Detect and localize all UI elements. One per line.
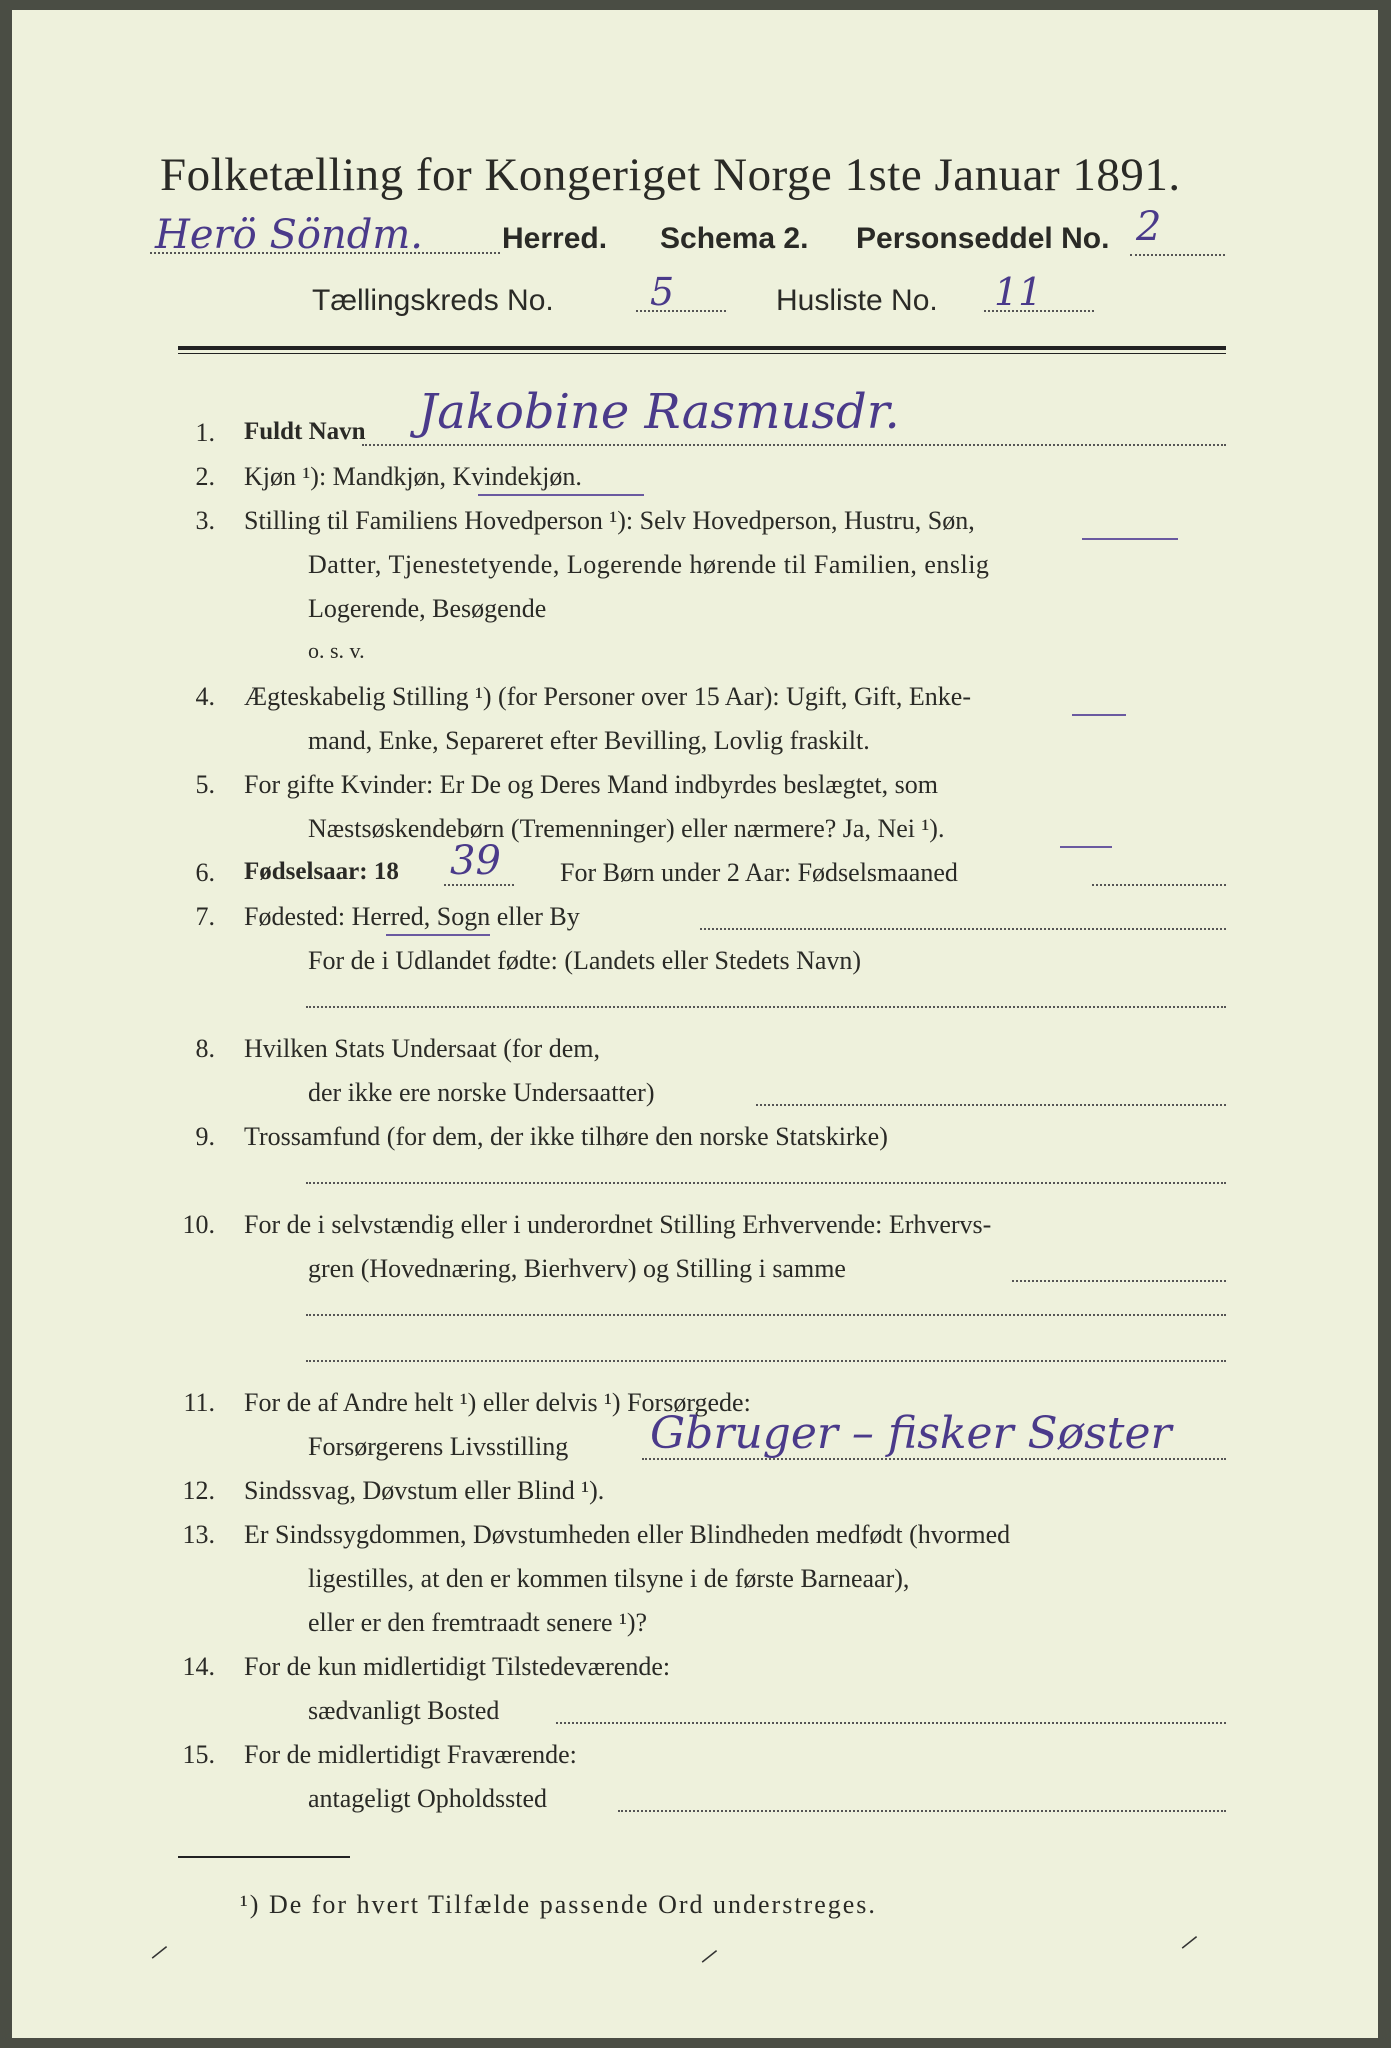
q13-line3: eller er den fremtraadt senere ¹)? bbox=[308, 1608, 648, 1637]
q10-dotline bbox=[1012, 1280, 1226, 1282]
header-rule bbox=[178, 346, 1226, 350]
q4-line1: Ægteskabelig Stilling ¹) (for Personer over 15 Aar): Ugift, Gift, Enke- bbox=[244, 682, 971, 711]
q1-number: 1. bbox=[195, 418, 215, 447]
q12-number: 12. bbox=[182, 1476, 215, 1505]
q10-dotline2 bbox=[306, 1314, 1226, 1316]
q2-text: Kjøn ¹): Mandkjøn, Kvindekjøn. bbox=[244, 462, 582, 491]
q5-underline-nei bbox=[1060, 846, 1112, 848]
personseddel-dotline bbox=[1130, 254, 1225, 256]
herred-dotline bbox=[150, 252, 500, 254]
q6-dotline bbox=[1092, 884, 1226, 886]
q6-value-year: 39 bbox=[450, 838, 501, 884]
q6-number: 6. bbox=[195, 858, 215, 887]
q11-dotline bbox=[642, 1458, 1226, 1460]
q8-dotline bbox=[756, 1104, 1226, 1106]
q7-dotline bbox=[700, 928, 1226, 930]
husliste-dotline bbox=[984, 310, 1094, 312]
personseddel-label: Personseddel No. bbox=[856, 222, 1110, 255]
registration-tick-center: ⸝ bbox=[700, 1929, 717, 1969]
q14-dotline bbox=[556, 1722, 1226, 1724]
q11-number: 11. bbox=[183, 1388, 215, 1417]
q9-dotline bbox=[306, 1182, 1226, 1184]
q5-line1: For gifte Kvinder: Er De og Deres Mand indbyrdes beslægtet, som bbox=[244, 770, 938, 799]
q10-number: 10. bbox=[182, 1210, 215, 1239]
q1-label: Fuldt Navn bbox=[244, 418, 366, 445]
husliste-label: Husliste No. bbox=[776, 284, 938, 317]
q11-line1: For de af Andre helt ¹) eller delvis ¹) Forsørgede: bbox=[244, 1388, 751, 1417]
q11-line2: Forsørgerens Livsstilling bbox=[308, 1432, 569, 1461]
q7-underline-herred bbox=[386, 934, 490, 936]
footnote: ¹) De for hvert Tilfælde passende Ord understreges. bbox=[240, 1890, 877, 1919]
q11-value-occupation: Gbruger – fisker Søster bbox=[650, 1408, 1172, 1459]
q13-number: 13. bbox=[182, 1520, 215, 1549]
q10-dotline3 bbox=[306, 1360, 1226, 1362]
q1-dotline bbox=[362, 444, 1226, 446]
q6-rest: For Børn under 2 Aar: Fødselsmaaned bbox=[560, 858, 958, 887]
q10-line2: gren (Hovednæring, Bierhverv) og Stilling i samme bbox=[308, 1254, 846, 1283]
footnote-rule bbox=[178, 1856, 350, 1858]
q7-dotline2 bbox=[306, 1006, 1226, 1008]
q2-underline-kvindekjon bbox=[478, 494, 644, 496]
census-form bbox=[12, 10, 1378, 2038]
q7-line1: Fødested: Herred, Sogn eller By bbox=[244, 902, 580, 931]
q8-number: 8. bbox=[195, 1034, 215, 1063]
schema-label: Schema 2. bbox=[660, 222, 809, 255]
q13-line1: Er Sindssygdommen, Døvstumheden eller Blindheden medfødt (hvormed bbox=[244, 1520, 1011, 1549]
q9-number: 9. bbox=[195, 1122, 215, 1151]
q8-line2: der ikke ere norske Undersaatter) bbox=[308, 1078, 655, 1107]
q12-line1: Sindssvag, Døvstum eller Blind ¹). bbox=[244, 1476, 605, 1505]
q4-number: 4. bbox=[195, 682, 215, 711]
herred-value: Herö Söndm. bbox=[155, 212, 423, 258]
herred-label: Herred. bbox=[502, 222, 608, 255]
q3-line4: o. s. v. bbox=[308, 638, 365, 663]
q1-value-name: Jakobine Rasmusdr. bbox=[418, 384, 900, 440]
form-title: Folketælling for Kongeriget Norge 1ste Januar 1891. bbox=[160, 149, 1181, 201]
kreds-dotline bbox=[636, 310, 726, 312]
header-rule-thin bbox=[178, 353, 1226, 354]
q6-label: Fødselsaar: 18 bbox=[244, 858, 399, 885]
q10-line1: For de i selvstændig eller i underordnet Stilling Erhvervende: Erhvervs- bbox=[244, 1210, 992, 1239]
q8-line1: Hvilken Stats Undersaat (for dem, bbox=[244, 1034, 600, 1063]
q7-line2: For de i Udlandet fødte: (Landets eller Stedets Navn) bbox=[308, 946, 862, 975]
q3-underline-hustru bbox=[1082, 538, 1178, 540]
q7-number: 7. bbox=[195, 902, 215, 931]
q13-line2: ligestilles, at den er kommen tilsyne i de første Barneaar), bbox=[308, 1564, 910, 1593]
q5-line2: Næstsøskendebørn (Tremenninger) eller nærmere? Ja, Nei ¹). bbox=[308, 814, 945, 843]
q14-number: 14. bbox=[182, 1652, 215, 1681]
q15-line2: antageligt Opholdssted bbox=[308, 1784, 548, 1813]
registration-tick-left: ⸝ bbox=[150, 1925, 167, 1965]
q9-line1: Trossamfund (for dem, der ikke tilhøre den norske Statskirke) bbox=[244, 1122, 888, 1151]
personseddel-value: 2 bbox=[1136, 204, 1162, 250]
q15-dotline bbox=[618, 1810, 1226, 1812]
registration-tick-right: ⸝ bbox=[1180, 1915, 1197, 1955]
q14-line1: For de kun midlertidigt Tilstedeværende: bbox=[244, 1652, 671, 1681]
q3-line1: Stilling til Familiens Hovedperson ¹): Selv Hovedperson, Hustru, Søn, bbox=[244, 506, 975, 535]
q3-number: 3. bbox=[195, 506, 215, 535]
q15-number: 15. bbox=[182, 1740, 215, 1769]
q4-line2: mand, Enke, Separeret efter Bevilling, Lovlig fraskilt. bbox=[308, 726, 870, 755]
q5-number: 5. bbox=[195, 770, 215, 799]
q4-underline-gift bbox=[1072, 714, 1126, 716]
kreds-value: 5 bbox=[650, 270, 675, 314]
kreds-label: Tællingskreds No. bbox=[312, 284, 554, 317]
q15-line1: For de midlertidigt Fraværende: bbox=[244, 1740, 577, 1769]
q14-line2: sædvanligt Bosted bbox=[308, 1696, 500, 1725]
q3-line3: Logerende, Besøgende bbox=[308, 594, 547, 623]
q6-year-dotline bbox=[444, 884, 514, 886]
husliste-value: 11 bbox=[994, 270, 1043, 314]
q3-line2: Datter, Tjenestetyende, Logerende hørende til Familien, enslig bbox=[308, 550, 990, 579]
q2-number: 2. bbox=[195, 462, 215, 491]
